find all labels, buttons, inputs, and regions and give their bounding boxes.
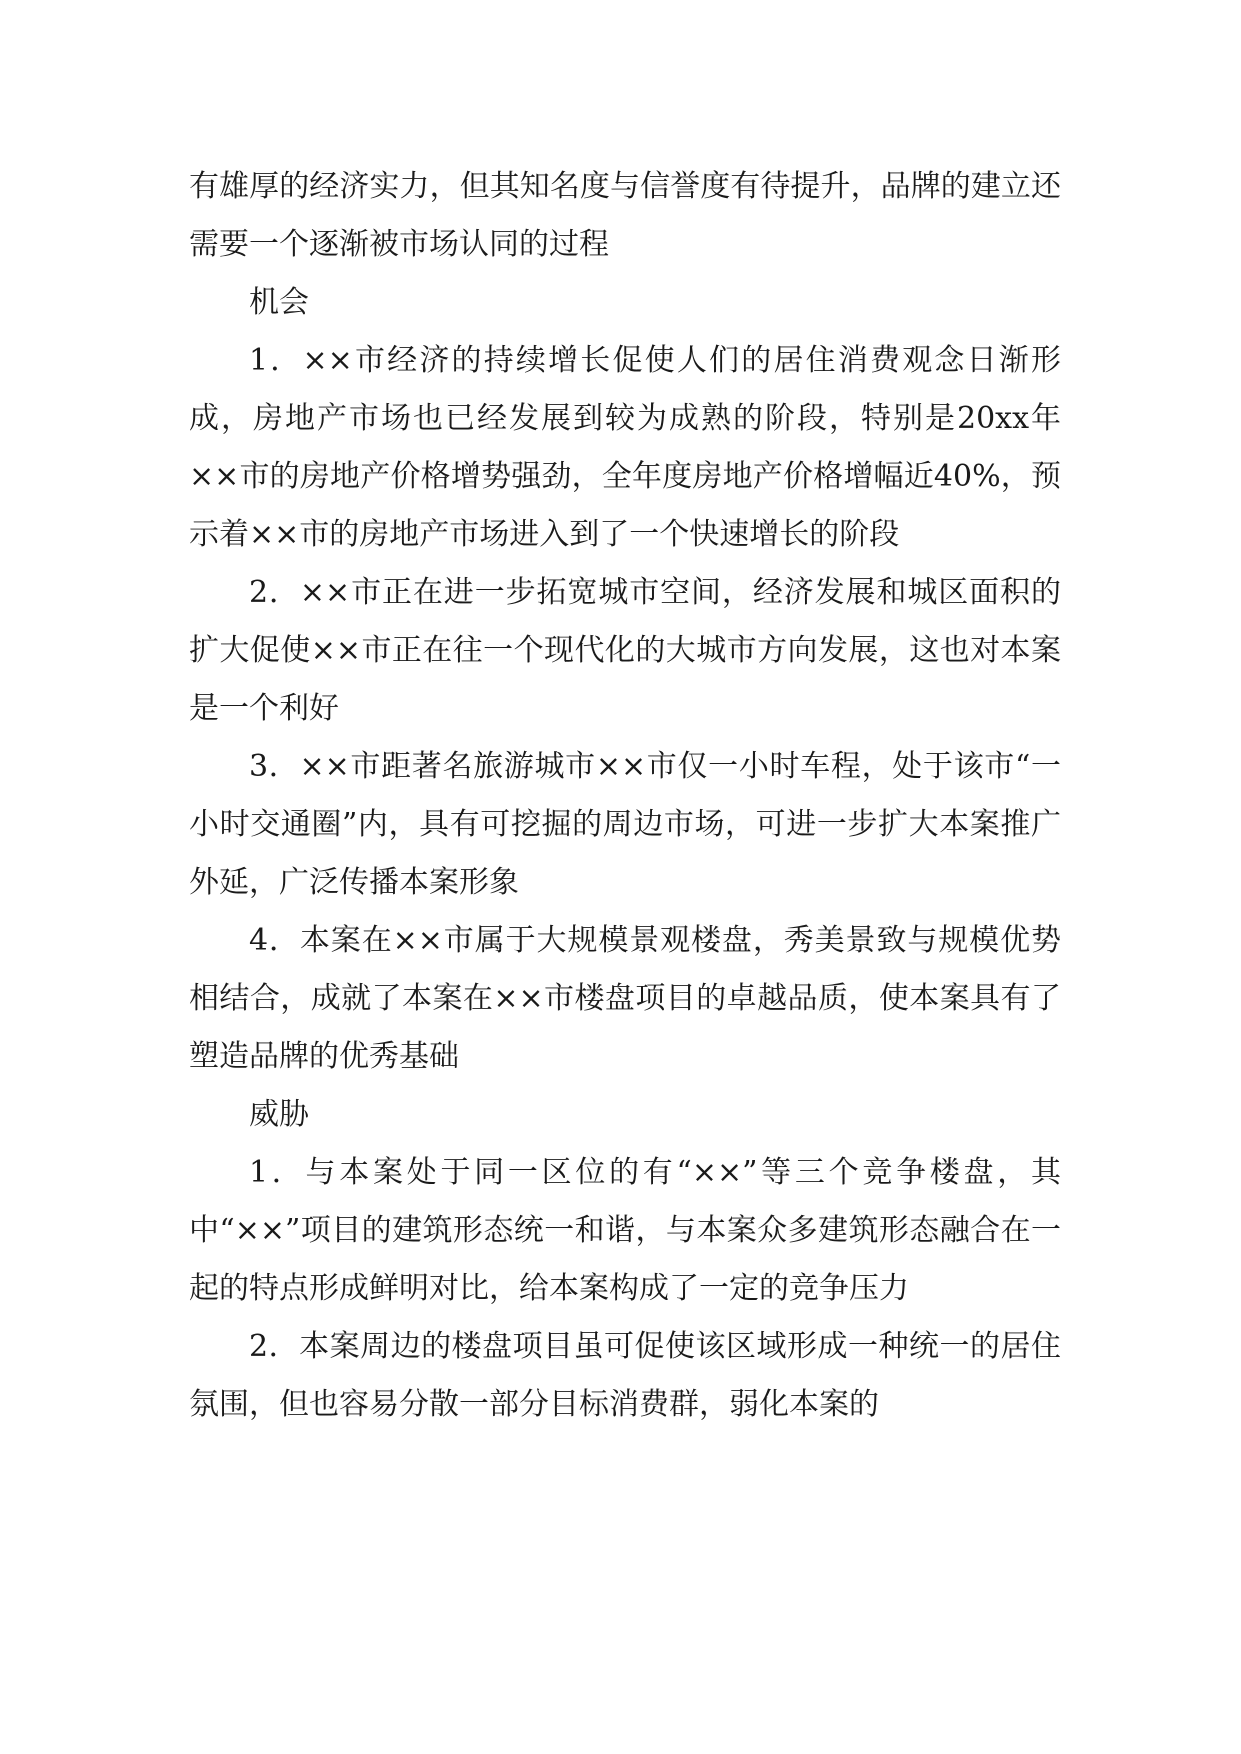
opportunity-item-4: 4．本案在××市属于大规模景观楼盘，秀美景致与规模优势相结合，成就了本案在××市楼盘项目的卓越品质，使本案具有了塑造品牌的优秀基础 [189, 923, 1061, 1074]
threat-item-2: 2．本案周边的楼盘项目虽可促使该区域形成一种统一的居住氛围，但也容易分散一部分目标消费群，弱化本案的 [189, 1329, 1061, 1422]
section-heading-opportunity: 机会 [249, 285, 309, 320]
threat-item-1: 1．与本案处于同一区位的有“××”等三个竞争楼盘，其中“××”项目的建筑形态统一和谐，与本案众多建筑形态融合在一起的特点形成鲜明对比，给本案构成了一定的竞争压力 [189, 1155, 1061, 1306]
opportunity-item-3: 3．××市距著名旅游城市××市仅一小时车程，处于该市“一小时交通圈”内，具有可挖掘的周边市场，可进一步扩大本案推广外延，广泛传播本案形象 [189, 749, 1061, 900]
paragraph-continuation: 有雄厚的经济实力，但其知名度与信誉度有待提升，品牌的建立还需要一个逐渐被市场认同的过程 [189, 169, 1061, 262]
section-heading-threat: 威胁 [249, 1097, 309, 1132]
opportunity-item-2: 2．××市正在进一步拓宽城市空间，经济发展和城区面积的扩大促使××市正在往一个现代化的大城市方向发展，这也对本案是一个利好 [189, 575, 1061, 726]
opportunity-item-1: 1．××市经济的持续增长促使人们的居住消费观念日渐形成，房地产市场也已经发展到较为成熟的阶段，特别是20xx年××市的房地产价格增势强劲，全年度房地产价格增幅近40%，预示着××市的房地产市场进入到了一个快速增长的阶段 [189, 343, 1061, 552]
document-body [189, 158, 1061, 1434]
